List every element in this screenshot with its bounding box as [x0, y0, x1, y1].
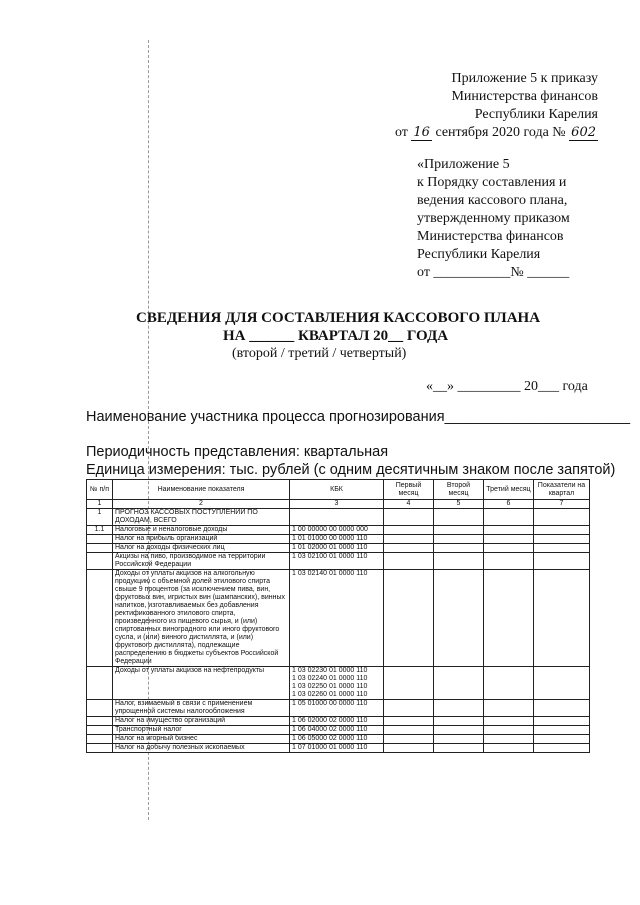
- row-number: 1.1: [87, 526, 113, 535]
- index-cell: 5: [434, 500, 484, 509]
- row-month-2: [434, 509, 484, 526]
- appendix-line-7: от ___________№ ______: [417, 265, 570, 280]
- header-name: Наименование показателя: [113, 480, 290, 500]
- row-month-1: [384, 570, 434, 667]
- row-name: Акцизы на пиво, производимое на территории Российской Федерации: [113, 553, 290, 570]
- document-title-hint: (второй / третий / четвертый): [232, 346, 407, 361]
- header-kbk: КБК: [290, 480, 384, 500]
- row-month-1: [384, 553, 434, 570]
- row-month-3: [484, 700, 534, 717]
- row-month-2: [434, 700, 484, 717]
- table-row: [87, 744, 590, 753]
- row-month-2: [434, 726, 484, 735]
- row-month-3: [484, 667, 534, 700]
- unit-line: Единица измерения: тыс. рублей (с одним десятичным знаком после запятой): [86, 462, 616, 478]
- table-row: [87, 700, 590, 717]
- cash-plan-table: [86, 479, 590, 753]
- row-month-2: [434, 544, 484, 553]
- row-number: [87, 667, 113, 700]
- order-date-prefix: от: [394, 125, 408, 140]
- row-month-1: [384, 509, 434, 526]
- order-line-1: Приложение 5 к приказу: [451, 71, 598, 86]
- row-month-1: [384, 700, 434, 717]
- row-name: Налог на имущество организаций: [113, 717, 290, 726]
- row-number: [87, 735, 113, 744]
- row-kbk: 1 03 02230 01 0000 110 1 03 02240 01 0000 110 1 03 02250 01 0000 110 1 03 02260 01 0000 110: [290, 667, 384, 700]
- row-name: Налоговые и неналоговые доходы: [113, 526, 290, 535]
- appendix-line-1: «Приложение 5: [417, 157, 510, 172]
- row-number: [87, 553, 113, 570]
- row-month-1: [384, 544, 434, 553]
- row-month-1: [384, 535, 434, 544]
- row-quarter: [534, 544, 590, 553]
- row-number: [87, 744, 113, 753]
- appendix-line-2: к Порядку составления и: [417, 175, 567, 190]
- row-kbk: 1 03 02140 01 0000 110: [290, 570, 384, 667]
- table-row: [87, 667, 590, 700]
- document-title: СВЕДЕНИЯ ДЛЯ СОСТАВЛЕНИЯ КАССОВОГО ПЛАНА: [136, 310, 541, 326]
- order-header: [395, 70, 598, 142]
- row-quarter: [534, 700, 590, 717]
- row-name: ПРОГНОЗ КАССОВЫХ ПОСТУПЛЕНИЙ ПО ДОХОДАМ, ВСЕГО: [113, 509, 290, 526]
- periodicity-line: Периодичность представления: квартальная: [86, 444, 389, 460]
- order-date-line: [395, 124, 598, 142]
- index-cell: 4: [384, 500, 434, 509]
- row-quarter: [534, 570, 590, 667]
- row-month-1: [384, 667, 434, 700]
- row-month-2: [434, 535, 484, 544]
- table-row: [87, 717, 590, 726]
- row-month-1: [384, 744, 434, 753]
- header-quarter: Показатели на квартал: [534, 480, 590, 500]
- row-month-3: [484, 744, 534, 753]
- row-month-1: [384, 726, 434, 735]
- order-line-2: Министерства финансов: [451, 89, 598, 104]
- row-kbk: 1 01 01000 00 0000 110: [290, 535, 384, 544]
- row-name: Налог, взимаемый в связи с применением упрощенной системы налогообложения: [113, 700, 290, 717]
- row-number: [87, 570, 113, 667]
- header-month-2: Второй месяц: [434, 480, 484, 500]
- row-number: [87, 544, 113, 553]
- row-kbk: 1 06 02000 02 0000 110: [290, 717, 384, 726]
- row-month-2: [434, 570, 484, 667]
- participant-line: Наименование участника процесса прогнозирования_______________________: [86, 409, 631, 425]
- appendix-block: [417, 156, 570, 282]
- row-quarter: [534, 726, 590, 735]
- table-index-row: [87, 500, 590, 509]
- row-number: [87, 726, 113, 735]
- table-row: [87, 535, 590, 544]
- appendix-line-3: ведения кассового плана,: [417, 193, 568, 208]
- row-quarter: [534, 535, 590, 544]
- order-date-rest: сентября 2020 года №: [435, 125, 566, 140]
- row-quarter: [534, 667, 590, 700]
- row-name: Доходы от уплаты акцизов на нефтепродукты: [113, 667, 290, 700]
- row-month-3: [484, 717, 534, 726]
- row-quarter: [534, 526, 590, 535]
- table-row: [87, 509, 590, 526]
- table-row: [87, 553, 590, 570]
- row-number: [87, 535, 113, 544]
- row-month-3: [484, 509, 534, 526]
- row-month-1: [384, 735, 434, 744]
- row-number: [87, 700, 113, 717]
- row-name: Налог на прибыль организаций: [113, 535, 290, 544]
- header-month-3: Третий месяц: [484, 480, 534, 500]
- row-month-3: [484, 526, 534, 535]
- index-cell: 1: [87, 500, 113, 509]
- document-date-line: «__» _________ 20___ года: [426, 379, 588, 394]
- row-quarter: [534, 509, 590, 526]
- row-kbk: 1 00 00000 00 0000 000: [290, 526, 384, 535]
- header-month-1: Первый месяц: [384, 480, 434, 500]
- row-month-2: [434, 667, 484, 700]
- row-month-3: [484, 535, 534, 544]
- row-name: Налог на игорный бизнес: [113, 735, 290, 744]
- header-num: № п/п: [87, 480, 113, 500]
- row-month-2: [434, 526, 484, 535]
- index-cell: 3: [290, 500, 384, 509]
- table-row: [87, 735, 590, 744]
- row-month-3: [484, 735, 534, 744]
- row-kbk: 1 01 02000 01 0000 110: [290, 544, 384, 553]
- table-row: [87, 526, 590, 535]
- order-number: 602: [571, 125, 596, 140]
- index-cell: 7: [534, 500, 590, 509]
- row-name: Доходы от уплаты акцизов на алкогольную продукцию с объемной долей этилового спирта свыше 9 процентов (за исключением пива, вин, фруктовых вин, игристых вин (шампанских), винных напитков, изготавливаемых без добавления ректификованного этилового спирта, произведенного из пищевого сырья, и (или) спиртованных виноградного или иного фруктового сусла, и (или) винного дистиллята, и (или) фруктового дистиллята), подлежащие распределению в бюджеты субъектов Российской Федерации: [113, 570, 290, 667]
- row-month-1: [384, 717, 434, 726]
- row-number: 1: [87, 509, 113, 526]
- index-cell: 6: [484, 500, 534, 509]
- row-month-2: [434, 717, 484, 726]
- row-month-3: [484, 726, 534, 735]
- order-date-day: 16: [413, 125, 430, 140]
- row-kbk: 1 07 01000 01 0000 110: [290, 744, 384, 753]
- row-name: Транспортный налог: [113, 726, 290, 735]
- order-line-3: Республики Карелия: [474, 107, 598, 122]
- row-month-3: [484, 553, 534, 570]
- table-row: [87, 544, 590, 553]
- row-month-2: [434, 553, 484, 570]
- appendix-line-4: утвержденному приказом: [417, 211, 570, 226]
- document-title-quarter: НА ______ КВАРТАЛ 20__ ГОДА: [223, 328, 449, 344]
- appendix-line-5: Министерства финансов: [417, 229, 564, 244]
- row-kbk: 1 03 02100 01 0000 110: [290, 553, 384, 570]
- row-name: Налог на добычу полезных ископаемых: [113, 744, 290, 753]
- row-month-2: [434, 735, 484, 744]
- row-month-2: [434, 744, 484, 753]
- row-month-1: [384, 526, 434, 535]
- row-quarter: [534, 717, 590, 726]
- row-quarter: [534, 553, 590, 570]
- row-name: Налог на доходы физических лиц: [113, 544, 290, 553]
- table-header-row: [87, 480, 590, 500]
- row-number: [87, 717, 113, 726]
- index-cell: 2: [113, 500, 290, 509]
- table-row: [87, 726, 590, 735]
- table-row: [87, 570, 590, 667]
- row-kbk: 1 06 04000 02 0000 110: [290, 726, 384, 735]
- row-kbk: 1 06 05000 02 0000 110: [290, 735, 384, 744]
- row-month-3: [484, 544, 534, 553]
- row-month-3: [484, 570, 534, 667]
- row-quarter: [534, 735, 590, 744]
- row-kbk: [290, 509, 384, 526]
- row-kbk: 1 05 01000 00 0000 110: [290, 700, 384, 717]
- appendix-line-6: Республики Карелия: [417, 247, 541, 262]
- row-quarter: [534, 744, 590, 753]
